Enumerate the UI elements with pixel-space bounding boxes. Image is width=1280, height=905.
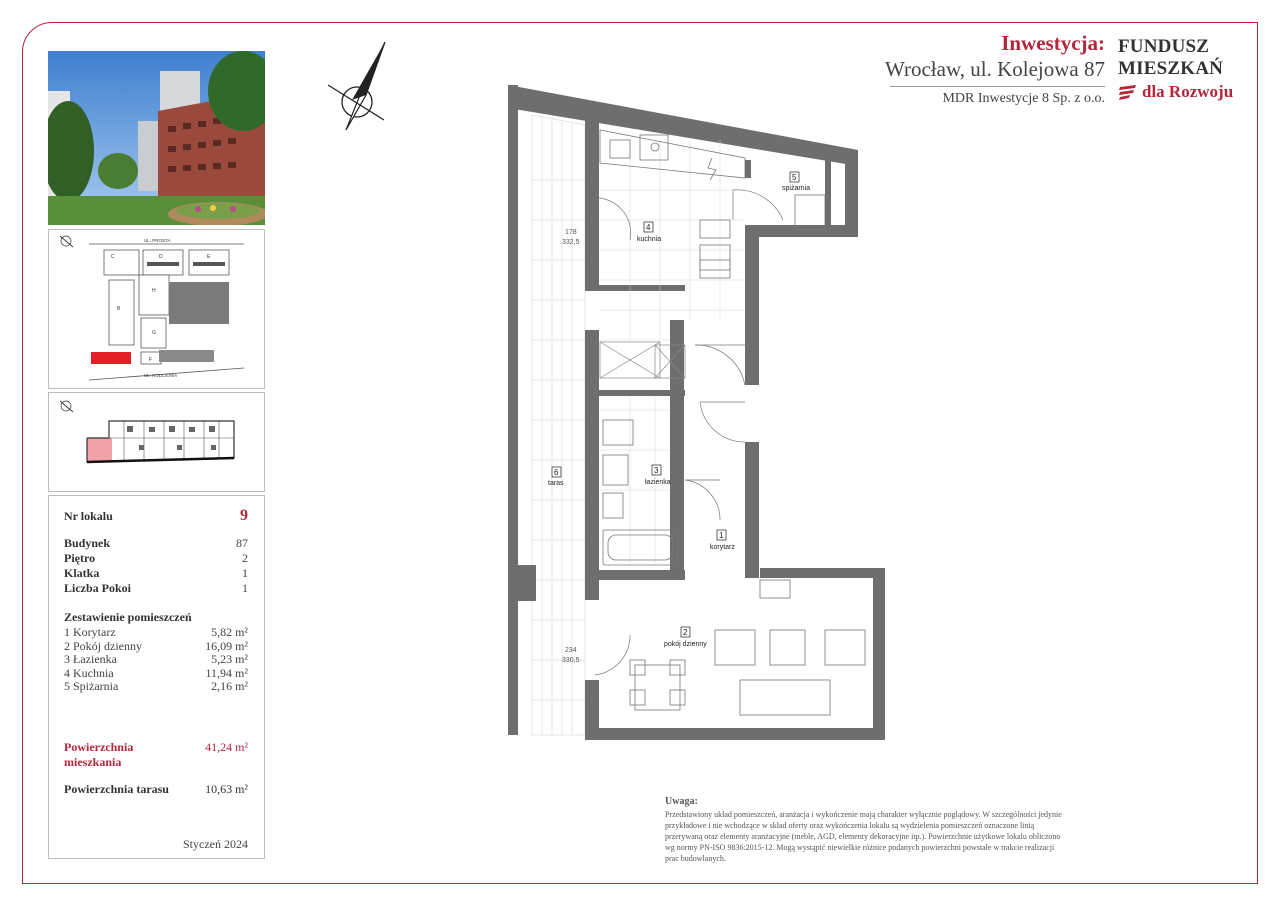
room-name-2: pokój dzienny [664,641,707,648]
dim-label: 178 [565,229,577,236]
room-area: 11,94 m² [205,665,248,680]
apartment-area-value: 41,24 m² [205,739,248,754]
north-arrow-icon [60,236,73,247]
investment-company: MDR Inwestycje 8 Sp. z o.o. [942,91,1105,106]
detail-row [64,551,248,566]
building-label-g: G [152,330,156,336]
detail-value: 1 [242,581,248,595]
room-number-4: 4 [646,223,651,232]
fundusz-logo [1118,36,1248,102]
building-label-f: F [149,357,153,363]
note-title: Uwaga: [665,796,698,807]
room-number-2: 2 [683,628,688,637]
room-row [64,680,248,694]
detail-row [64,536,248,551]
room-row [64,640,248,654]
apartment-area-label: Powierzchnia mieszkania [64,739,134,769]
dimension-labels [562,229,580,664]
building-label-c: C [111,254,115,260]
detail-label: Klatka [64,566,100,580]
investment-address: Wrocław, ul. Kolejowa 87 [885,57,1105,81]
note-text: Przedstawiony układ pomieszczeń, aranżacja i wykończenie mają charakter wyłącznie poglądowy. W szczególności jedynie przykładowe i nie wchodzące w skład oferty oraz wykończenia lokalu są wydzielenia pomieszczeń oznaczone linią przerywaną oraz elementy aranżacyjne (meble, AGD, elementy dekoracyjne itp.). Powierzchnie użytkowe lokalu obliczono wg normy PN-ISO 9836:2015-12. Mogą wystąpić niewielkie różnice podanych powierzchni powstałe w trakcie realizacji prac budowlanych. [665,810,1062,863]
room-name: 5 Spiżarnia [64,679,119,693]
terrace-area-row [64,782,248,797]
logo-line-3: dla Rozwoju [1142,82,1234,101]
room-name: 4 Kuchnia [64,665,114,680]
terrace-area-value: 10,63 m² [205,781,248,796]
site-plan [48,229,265,389]
detail-value: 2 [242,551,248,565]
kitchen-table [700,220,730,278]
room-row [64,626,248,640]
room-number-5: 5 [792,173,797,182]
room-area: 5,23 m² [211,652,248,666]
room-name-3: łazienka [645,479,671,486]
dim-label: 234 [565,647,577,654]
room-area: 2,16 m² [211,679,248,693]
rooms-heading: Zestawienie pomieszczeń [64,610,192,624]
street-top-label: UL. PROSTA [144,238,171,243]
building-label-e: E [207,254,211,260]
detail-label: Piętro [64,551,96,565]
room-name: 3 Łazienka [64,652,117,666]
room-row [64,667,248,681]
street-bottom-label: UL. KOLEJOWA [144,373,178,378]
logo-subtitle-row [1118,82,1248,102]
room-name-5: spiżarnia [782,185,811,192]
terrace-grid [532,115,585,735]
room-number-3: 3 [654,466,659,475]
room-area: 16,09 m² [205,638,248,653]
detail-label: Budynek [64,536,111,550]
apartment-area-row [64,740,248,770]
apartment-floor-plan [490,80,890,740]
building-label-h: H [152,288,156,294]
compass-icon [322,40,397,135]
room-name: 1 Korytarz [64,625,116,639]
detail-value: 1 [242,566,248,580]
detail-row [64,581,248,596]
room-row [64,653,248,667]
logo-mark-icon [1118,84,1138,100]
dim-label: 330,5 [562,657,580,664]
terrace-area-label: Powierzchnia tarasu [64,781,169,796]
detail-label: Liczba Pokoi [64,581,132,595]
building-label-d: D [159,254,163,260]
logo-line-2: MIESZKAŃ [1118,58,1224,79]
north-arrow-icon [60,401,73,412]
building-floor-plan [48,392,265,492]
room-number-1: 1 [719,531,724,540]
investment-title: Inwestycja: [1001,31,1105,55]
plan-date: Styczeń 2024 [183,836,248,851]
room-name-1: korytarz [710,544,735,551]
room-area: 5,82 m² [211,625,248,639]
room-name-4: kuchnia [637,236,662,243]
disclaimer-note [665,796,1065,864]
pantry-shelves [795,195,825,230]
building-photo [48,51,265,225]
room-number-6: 6 [554,468,559,477]
dim-label: 332,5 [562,239,580,246]
building-label-b: B [117,306,121,312]
header-divider [890,86,1105,87]
room-name: 2 Pokój dzienny [64,638,142,653]
unit-number-label: Nr lokalu [64,509,113,523]
unit-info-box [48,495,265,859]
detail-value: 87 [236,536,248,550]
room-name-6: taras [548,480,564,487]
logo-line-1: FUNDUSZ [1118,36,1210,57]
unit-number-value: 9 [240,507,248,524]
bathroom-fixtures [603,420,678,565]
unit-number-row [64,508,248,524]
detail-row [64,566,248,581]
